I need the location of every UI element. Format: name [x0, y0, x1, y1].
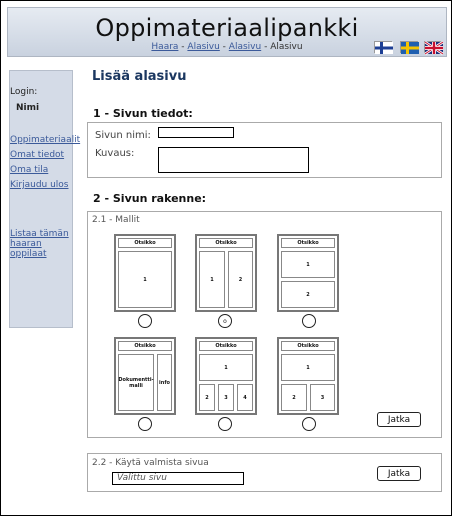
user-name: Nimi — [16, 103, 40, 113]
template-cell: info — [157, 354, 172, 411]
template-radio-selected[interactable]: o — [218, 314, 232, 328]
sidebar-link-my-details[interactable]: Omat tiedot — [10, 150, 65, 160]
breadcrumb-separator: - — [261, 42, 271, 52]
page-name-label: Sivun nimi: — [95, 130, 151, 141]
sidebar — [9, 70, 81, 328]
breadcrumb-separator: - — [219, 42, 229, 52]
template-cell: 1 — [281, 251, 335, 278]
template-header-cell: Otsikko — [118, 341, 172, 351]
breadcrumb-link-subpage-1[interactable]: Alasivu — [187, 42, 220, 52]
template-cell: 3 — [310, 384, 335, 411]
template-one-column[interactable] — [114, 234, 176, 312]
template-document[interactable] — [114, 337, 176, 415]
template-radio[interactable] — [218, 417, 232, 431]
sidebar-link-list-students[interactable]: Listaa tämän haaran oppilaat — [10, 229, 69, 259]
template-radio[interactable] — [302, 417, 316, 431]
template-radio[interactable] — [138, 417, 152, 431]
template-cell: 2 — [199, 384, 215, 411]
template-four-cells[interactable] — [195, 337, 257, 415]
template-cell: 1 — [199, 251, 225, 308]
ready-page-label: 2.2 - Käytä valmista sivua — [92, 458, 209, 468]
template-two-columns[interactable] — [195, 234, 257, 312]
template-cell: Dokumentti-malli — [118, 354, 154, 411]
template-header-cell: Otsikko — [199, 238, 253, 248]
continue-button[interactable]: Jatka — [377, 412, 421, 427]
ready-page-panel — [87, 453, 442, 492]
template-cell: 2 — [281, 384, 307, 411]
selected-page-input[interactable]: Valittu sivu — [112, 472, 244, 485]
description-textarea[interactable] — [158, 147, 309, 173]
template-cell: 3 — [218, 384, 234, 411]
template-two-rows[interactable] — [277, 234, 339, 312]
template-three-cells[interactable] — [277, 337, 339, 415]
template-header-cell: Otsikko — [281, 341, 335, 351]
template-radio[interactable] — [302, 314, 316, 328]
sidebar-link-logout[interactable]: Kirjaudu ulos — [10, 180, 69, 190]
breadcrumb-current: Alasivu — [270, 42, 303, 52]
sidebar-link-my-space[interactable]: Oma tila — [10, 165, 49, 175]
template-cell: 4 — [237, 384, 253, 411]
page-info-panel — [87, 122, 442, 178]
login-label: Login: — [10, 87, 38, 97]
template-header-cell: Otsikko — [199, 341, 253, 351]
template-header-cell: Otsikko — [118, 238, 172, 248]
uk-flag-icon[interactable] — [424, 41, 442, 53]
template-cell: 1 — [199, 354, 253, 381]
finnish-flag-icon[interactable] — [374, 41, 392, 53]
page-name-input[interactable] — [158, 127, 234, 138]
sidebar-link-learning-materials[interactable]: Oppimateriaalit — [10, 135, 81, 145]
page-title: Lisää alasivu — [92, 69, 187, 84]
ready-page-continue-button[interactable]: Jatka — [377, 466, 421, 481]
template-cell: 2 — [228, 251, 253, 308]
breadcrumb-link-subpage-2[interactable]: Alasivu — [228, 42, 262, 52]
templates-panel — [87, 211, 442, 438]
template-cell: 2 — [281, 281, 335, 308]
section-heading-page-structure: 2 - Sivun rakenne: — [93, 192, 207, 205]
site-header — [7, 7, 447, 57]
section-heading-page-info: 1 - Sivun tiedot: — [93, 107, 193, 120]
description-label: Kuvaus: — [95, 148, 135, 159]
template-radio[interactable] — [138, 314, 152, 328]
site-title: Oppimateriaalipankki — [95, 14, 359, 42]
template-cell: 1 — [281, 354, 335, 381]
swedish-flag-icon[interactable] — [400, 41, 418, 53]
templates-label: 2.1 - Mallit — [92, 215, 140, 225]
breadcrumb-link-branch[interactable]: Haara — [151, 42, 179, 52]
template-cell: 1 — [118, 251, 172, 308]
template-header-cell: Otsikko — [281, 238, 335, 248]
breadcrumb-separator: - — [178, 42, 188, 52]
